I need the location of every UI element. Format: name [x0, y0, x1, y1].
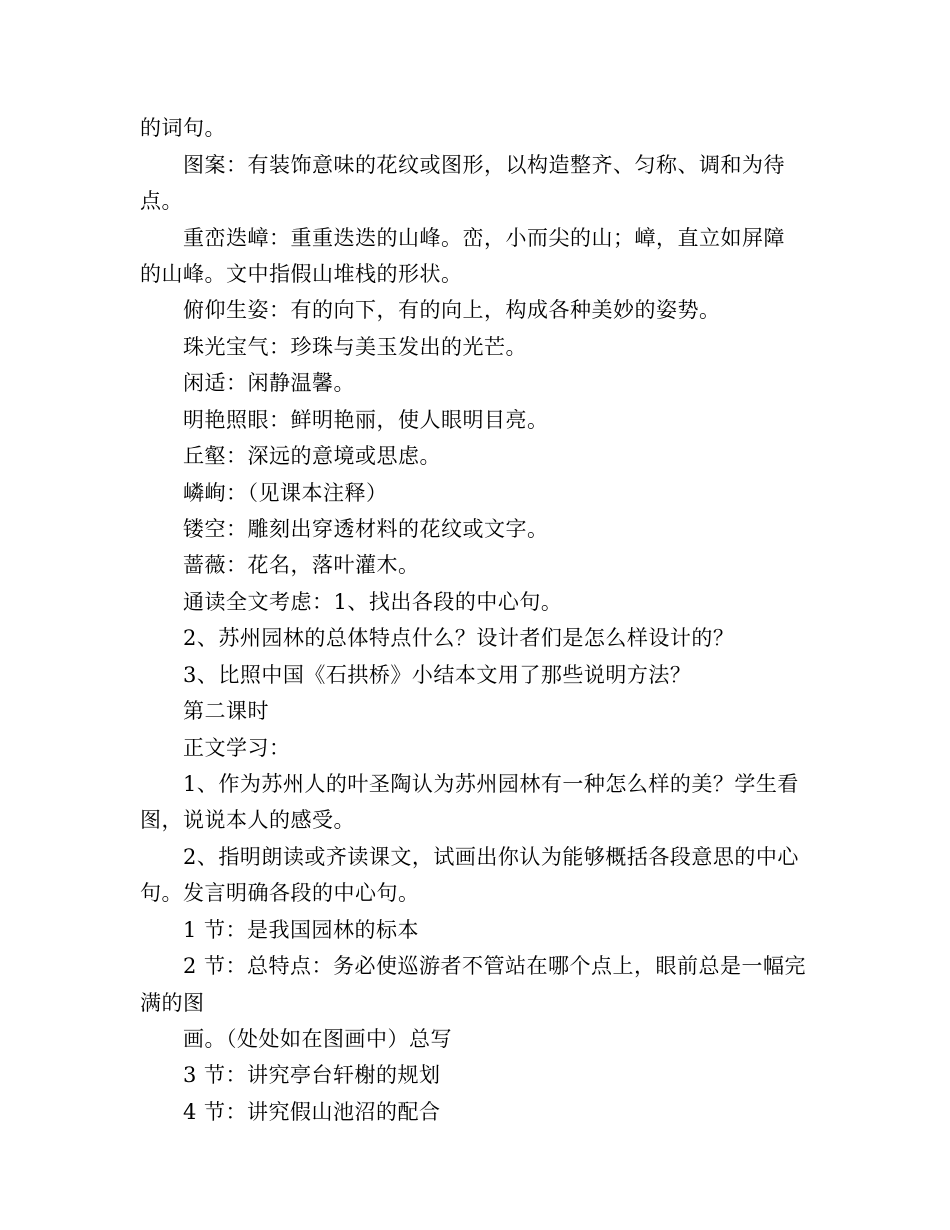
- text-line: 图，说说本人的感受。: [140, 808, 355, 832]
- text-line: 点。: [140, 189, 183, 213]
- text-line: 1、作为苏州人的叶圣陶认为苏州园林有一种怎么样的美？学生看: [183, 772, 799, 796]
- section-heading: 第二课时: [183, 699, 269, 723]
- text-line: 珠光宝气：珍珠与美玉发出的光芒。: [183, 335, 527, 359]
- text-line: 丘壑：深远的意境或思虑。: [183, 444, 441, 468]
- text-line: 句。发言明确各段的中心句。: [140, 881, 420, 905]
- text-line: 1 节：是我国园林的标本: [183, 918, 420, 942]
- text-line: 重峦迭嶂：重重迭迭的山峰。峦，小而尖的山；嶂，直立如屏障: [183, 226, 785, 250]
- text-line: 明艳照眼：鲜明艳丽，使人眼明目亮。: [183, 408, 549, 432]
- text-line: 蔷薇：花名，落叶灌木。: [183, 553, 420, 577]
- text-line: 4 节：讲究假山池沼的配合: [183, 1100, 441, 1124]
- text-line: 图案：有装饰意味的花纹或图形，以构造整齐、匀称、调和为待: [183, 153, 785, 177]
- text-line: 2、苏州园林的总体特点什么？设计者们是怎么样设计的？: [183, 626, 735, 650]
- text-line: 2、指明朗读或齐读课文，试画出你认为能够概括各段意思的中心: [183, 845, 799, 869]
- text-line: 3 节：讲究亭台轩榭的规划: [183, 1063, 441, 1087]
- text-line: 2 节：总特点：务必使巡游者不管站在哪个点上，眼前总是一幅完: [183, 954, 807, 978]
- text-line: 闲适：闲静温馨。: [183, 371, 355, 395]
- text-line: 正文学习：: [183, 736, 291, 760]
- text-line: 画。（处处如在图画中）总写: [183, 1027, 452, 1051]
- text-line: 俯仰生姿：有的向下，有的向上，构成各种美妙的姿势。: [183, 298, 721, 322]
- text-line: 通读全文考虑：1、找出各段的中心句。: [183, 590, 563, 614]
- text-line: 的山峰。文中指假山堆栈的形状。: [140, 262, 463, 286]
- text-line: 嶙峋：（见课本注释）: [183, 481, 388, 505]
- text-line: 满的图: [140, 991, 205, 1015]
- text-line: 的词句。: [140, 116, 226, 140]
- text-line: 镂空：雕刻出穿透材料的花纹或文字。: [183, 517, 549, 541]
- text-line: 3、比照中国《石拱桥》小结本文用了那些说明方法？: [183, 663, 692, 687]
